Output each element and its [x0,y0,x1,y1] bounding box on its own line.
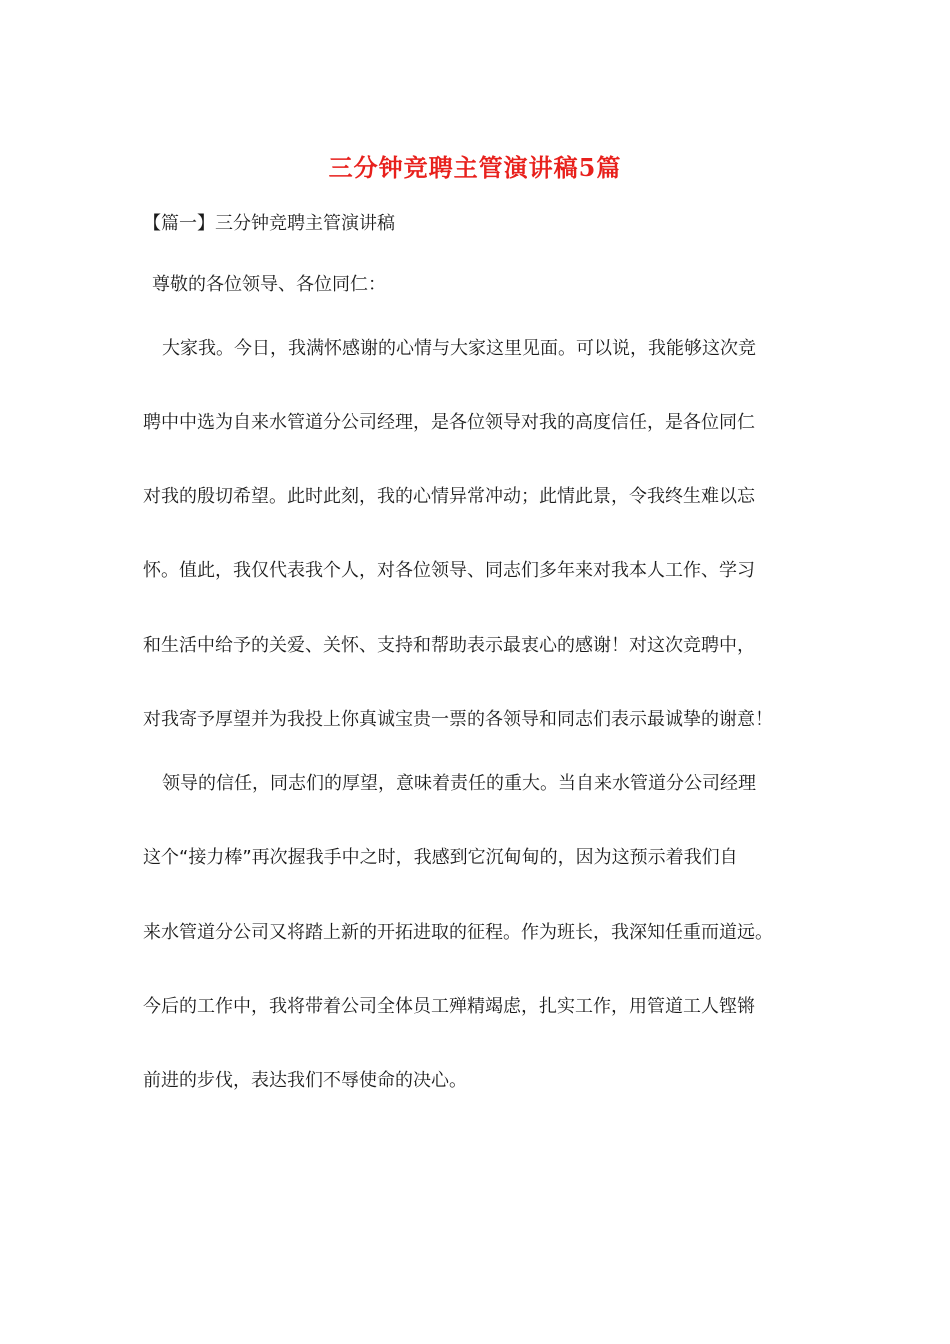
paragraph-line: 领导的信任，同志们的厚望，意味着责任的重大。当自来水管道分公司经理 [162,773,756,794]
paragraph-line: 来水管道分公司又将踏上新的开拓进取的征程。作为班长，我深知任重而道远。 [143,922,773,943]
paragraph-line: 对我的殷切希望。此时此刻，我的心情异常冲动；此情此景，令我终生难以忘 [143,486,755,507]
paragraph-line: 今后的工作中，我将带着公司全体员工殚精竭虑，扎实工作，用管道工人铿锵 [143,996,755,1017]
document-title: 三分钟竞聘主管演讲稿5篇 [328,153,622,182]
paragraph-line: 怀。值此，我仅代表我个人，对各位领导、同志们多年来对我本人工作、学习 [143,560,755,581]
paragraph-line: 这个“接力棒”再次握我手中之时，我感到它沉甸甸的，因为这预示着我们自 [143,847,738,868]
paragraph-line: 和生活中给予的关爱、关怀、支持和帮助表示最衷心的感谢！对这次竞聘中， [143,635,755,656]
paragraph-line: 对我寄予厚望并为我投上你真诚宝贵一票的各领导和同志们表示最诚挚的谢意！ [143,709,773,730]
salutation: 尊敬的各位领导、各位同仁： [152,274,386,295]
section-heading: 【篇一】三分钟竞聘主管演讲稿 [143,213,395,234]
paragraph-line: 前进的步伐，表达我们不辱使命的决心。 [143,1070,467,1091]
paragraph-line: 大家我。今日，我满怀感谢的心情与大家这里见面。可以说，我能够这次竞 [162,338,756,359]
paragraph-line: 聘中中选为自来水管道分公司经理，是各位领导对我的高度信任，是各位同仁 [143,412,755,433]
